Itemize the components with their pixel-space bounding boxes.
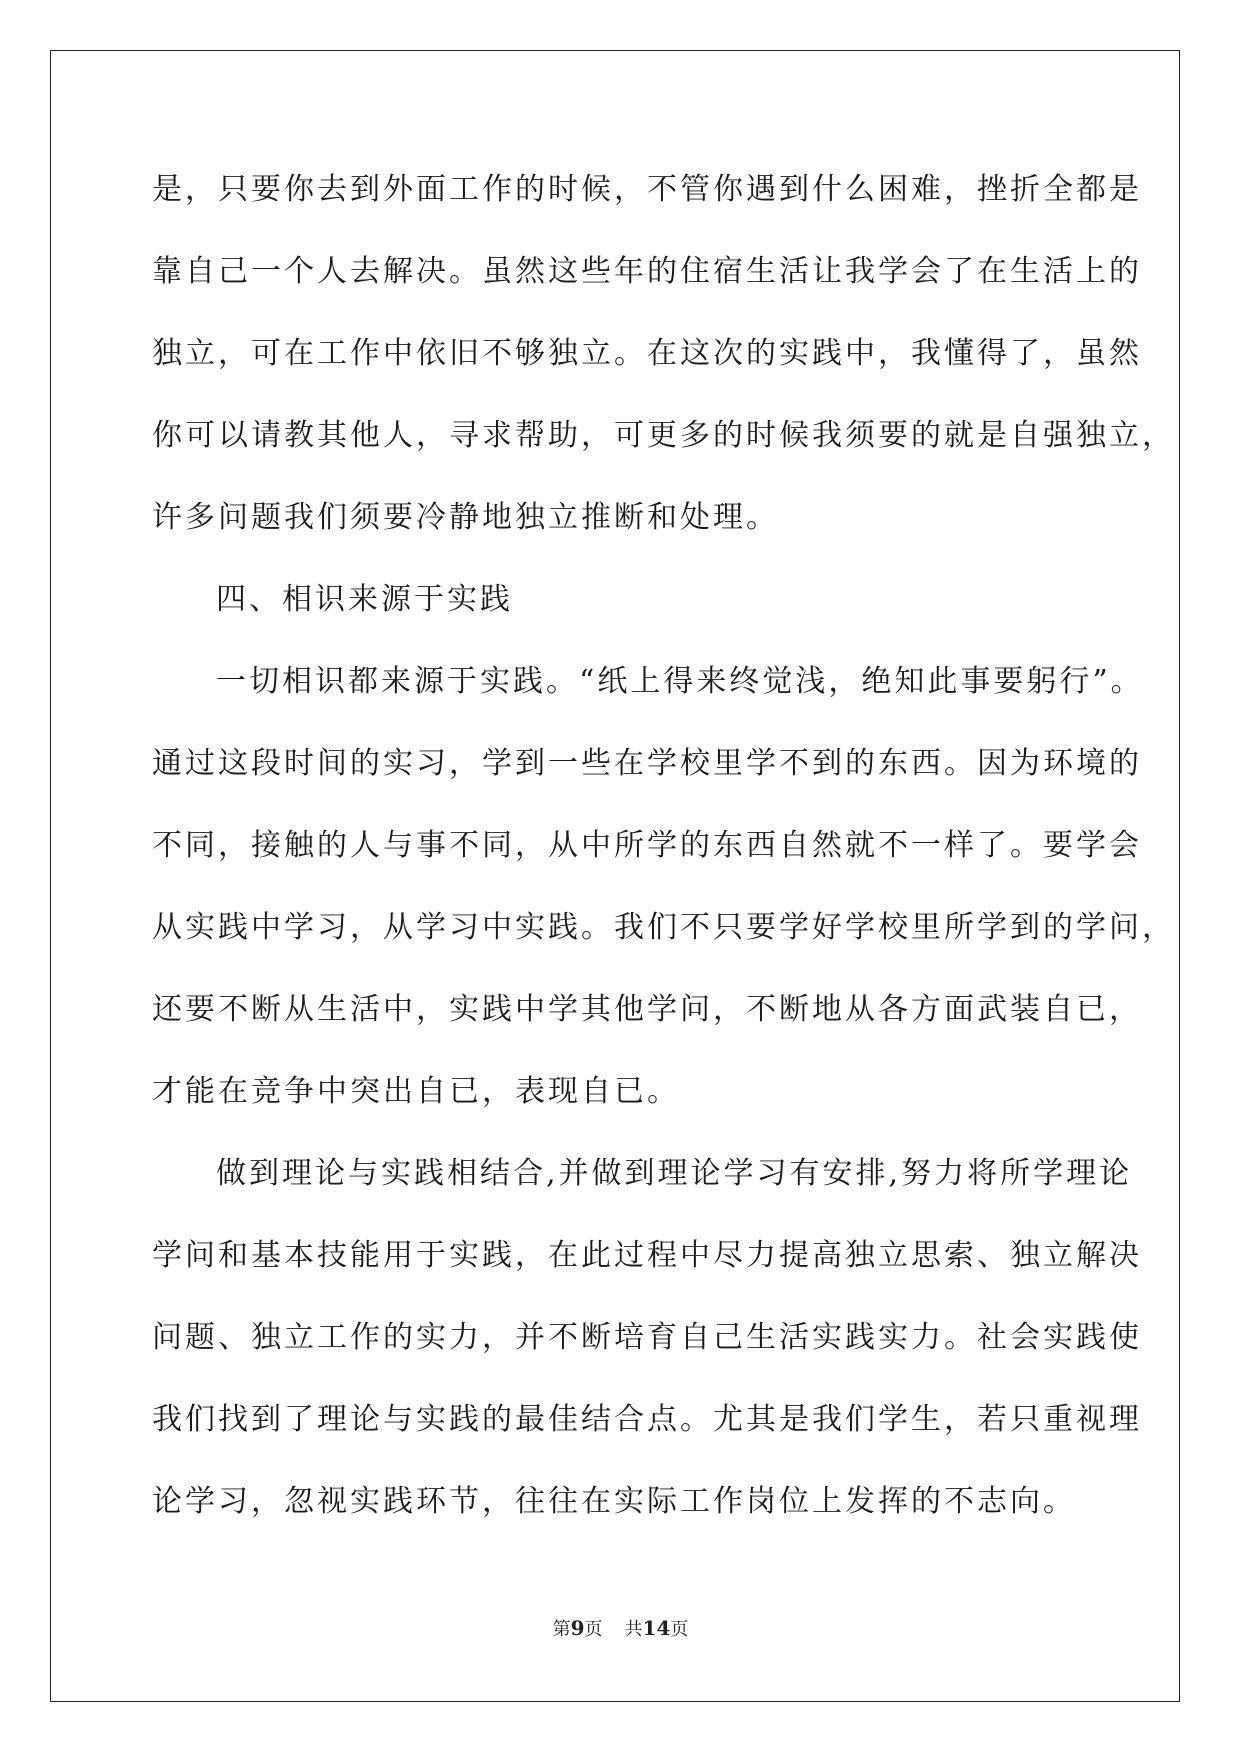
text-line: 我们找到了理论与实践的最佳结合点。尤其是我们学生，若只重视理 [152, 1402, 1142, 1437]
page-footer [0, 1615, 1241, 1641]
text-line: 你可以请教其他人，寻求帮助，可更多的时候我须要的就是自强独立， [152, 418, 1175, 453]
text-line: 从实践中学习，从学习中实践。我们不只要学好学校里所学到的学问， [152, 910, 1175, 945]
total-pages: 14 [642, 1616, 671, 1640]
page-number: 9 [570, 1616, 585, 1640]
text-line: 靠自己一个人去解决。虽然这些年的住宿生活让我学会了在生活上的 [152, 254, 1142, 289]
text-line: 论学习，忽视实践环节，往往在实际工作岗位上发挥的不志向。 [152, 1484, 1076, 1519]
text-line: 问题、独立工作的实力，并不断培育自己生活实践实力。社会实践使 [152, 1320, 1142, 1355]
text-line: 还要不断从生活中，实践中学其他学问，不断地从各方面武装自已， [152, 992, 1142, 1027]
text-line: 做到理论与实践相结合,并做到理论学习有安排,努力将所学理论 [216, 1156, 1133, 1191]
section-heading: 四、相识来源于实践 [216, 582, 513, 617]
page-suffix: 页 [584, 1619, 603, 1640]
text-line: 学问和基本技能用于实践，在此过程中尽力提高独立思索、独立解决 [152, 1238, 1142, 1273]
text-line: 不同，接触的人与事不同，从中所学的东西自然就不一样了。要学会 [152, 828, 1142, 863]
document-body [152, 160, 1175, 1554]
text-line: 通过这段时间的实习，学到一些在学校里学不到的东西。因为环境的 [152, 746, 1142, 781]
text-line: 独立，可在工作中依旧不够独立。在这次的实践中，我懂得了，虽然 [152, 336, 1142, 371]
total-suffix: 页 [670, 1619, 689, 1640]
text-line: 许多问题我们须要冷静地独立推断和处理。 [152, 500, 779, 535]
text-line: 才能在竞争中突出自已，表现自已。 [152, 1074, 680, 1109]
text-line: 是，只要你去到外面工作的时候，不管你遇到什么困难，挫折全都是 [152, 172, 1142, 207]
text-line: 一切相识都来源于实践。“纸上得来终觉浅，绝知此事要躬行”。 [216, 664, 1144, 699]
total-prefix: 共 [624, 1619, 643, 1640]
page-prefix: 第 [552, 1619, 571, 1640]
